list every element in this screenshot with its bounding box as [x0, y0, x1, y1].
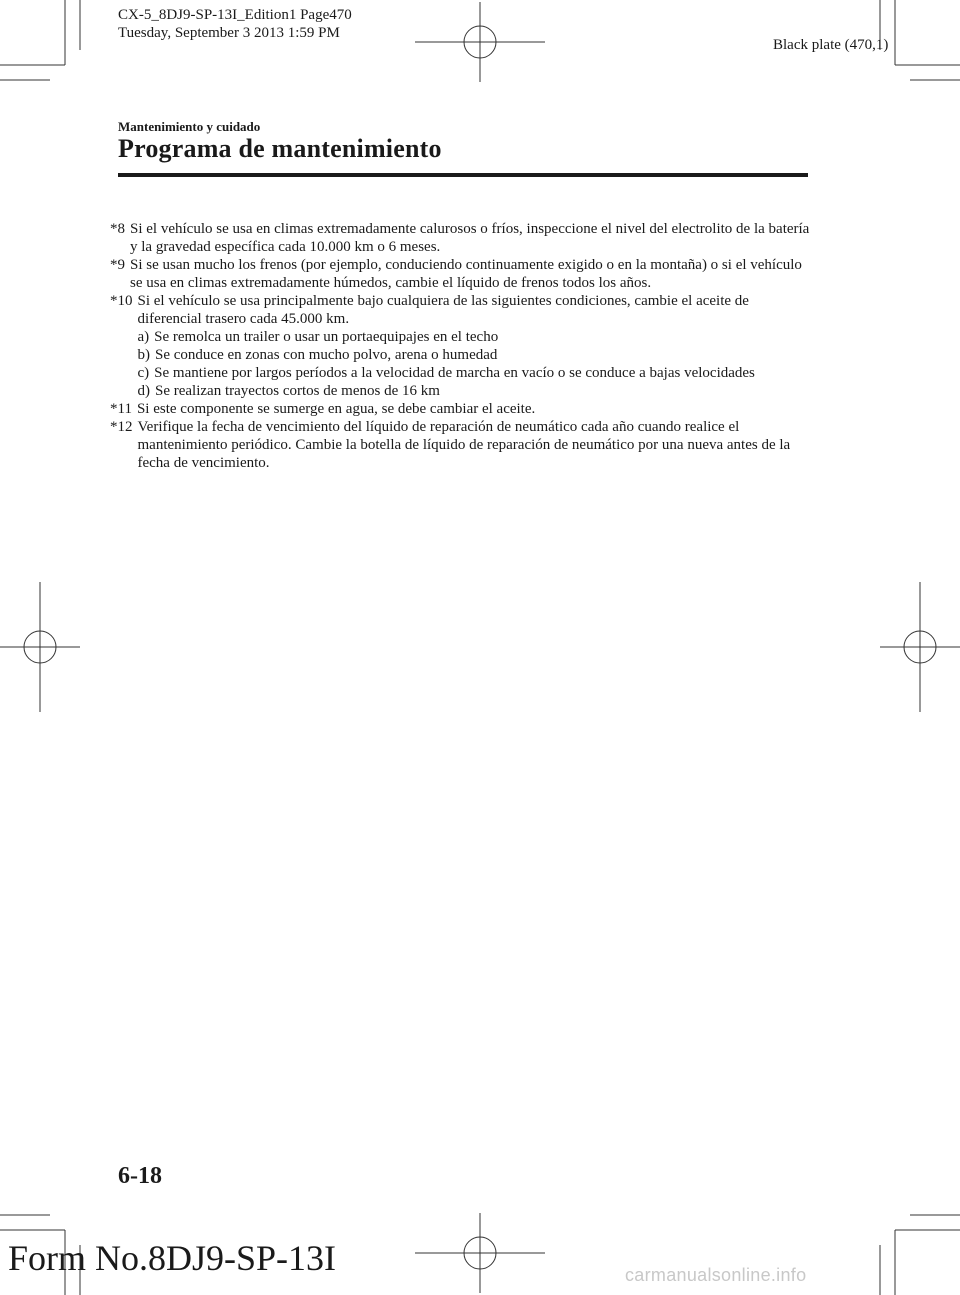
footnote-9 — [110, 256, 810, 292]
list-item-text: Se mantiene por largos períodos a la velocidad de marcha en vacío o se conduce a bajas velocidades — [154, 365, 755, 381]
condition-list — [138, 328, 811, 400]
registration-mark-right — [880, 582, 960, 712]
list-item — [138, 382, 811, 400]
list-item — [138, 346, 811, 364]
footnote-number: *11 — [110, 401, 132, 417]
page-number: 6-18 — [118, 1163, 162, 1189]
list-item-letter: d) — [137, 383, 150, 399]
footnotes — [110, 220, 810, 472]
footnote-text: Verifique la fecha de vencimiento del líquido de reparación de neumático cada año cuando realice el mantenimiento periódico. Cambie la botella de líquido de reparación de neumático por una nueva antes de la fecha de vencimiento. — [137, 419, 791, 471]
footnote-number: *8 — [110, 221, 125, 237]
list-item-text: Se conduce en zonas con mucho polvo, arena o humedad — [155, 347, 498, 363]
footnote-8 — [110, 220, 810, 256]
footnote-number: *9 — [110, 257, 125, 273]
print-header — [118, 6, 352, 42]
footnote-11 — [110, 400, 810, 418]
footnote-number: *12 — [110, 419, 133, 435]
plate-label: Black plate (470,1) — [773, 37, 889, 53]
print-header-line1: CX-5_8DJ9-SP-13I_Edition1 Page470 — [118, 7, 352, 23]
footnote-body — [133, 292, 811, 400]
list-item-text: Se remolca un trailer o usar un portaequipajes en el techo — [154, 329, 499, 345]
watermark: carmanualsonline.info — [625, 1265, 807, 1285]
list-item — [138, 364, 811, 382]
list-item-text: Se realizan trayectos cortos de menos de 16 km — [155, 383, 440, 399]
list-item-letter: c) — [137, 365, 150, 381]
footnote-text: Si el vehículo se usa en climas extremadamente calurosos o fríos, inspeccione el nivel del electrolito de la batería y la gravedad específica cada 10.000 km o 6 meses. — [130, 221, 810, 255]
footnote-text: Si este componente se sumerge en agua, se debe cambiar el aceite. — [136, 401, 536, 417]
form-number: Form No.8DJ9-SP-13I — [8, 1238, 337, 1278]
footnote-text: Si el vehículo se usa principalmente bajo cualquiera de las siguientes condiciones, cambie el aceite de diferencial trasero cada 45.000 km. — [137, 293, 749, 327]
footnote-12 — [110, 418, 810, 472]
list-item-letter: a) — [137, 329, 150, 345]
list-item-letter: b) — [137, 347, 150, 363]
list-item — [138, 328, 811, 346]
title-rule — [118, 173, 808, 177]
page-title: Programa de mantenimiento — [118, 134, 442, 163]
registration-mark-left — [0, 582, 80, 712]
footnote-10 — [110, 292, 810, 400]
print-header-line2: Tuesday, September 3 2013 1:59 PM — [118, 25, 340, 41]
registration-mark-top — [415, 2, 545, 82]
registration-mark-bottom — [415, 1213, 545, 1293]
section-label: Mantenimiento y cuidado — [118, 119, 261, 134]
footnote-text: Si se usan mucho los frenos (por ejemplo, conduciendo continuamente exigido o en la montaña) o si el vehículo se usa en climas extremadamente húmedos, cambie el líquido de frenos todos los años. — [130, 257, 802, 291]
footnote-number: *10 — [110, 293, 133, 309]
